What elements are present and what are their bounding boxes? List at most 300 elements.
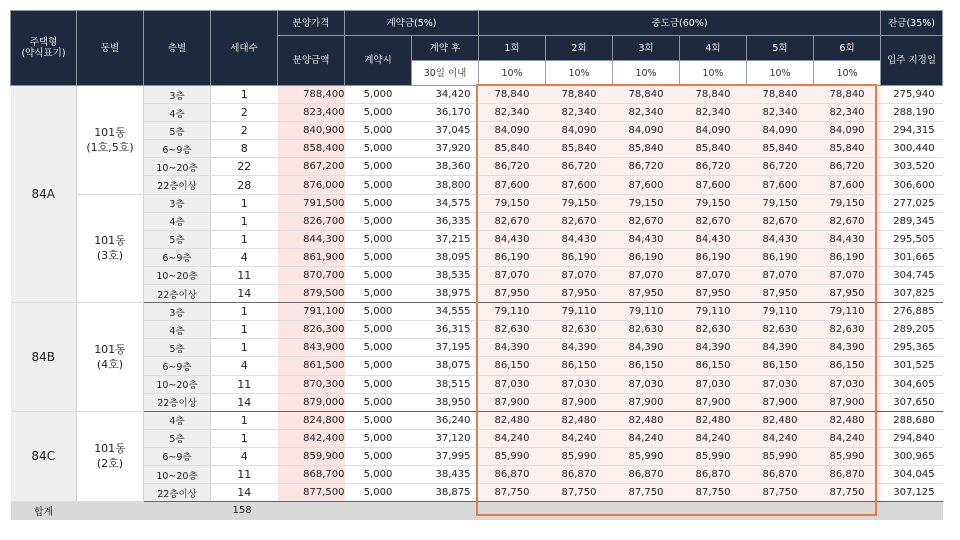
middle-payment-cell: 85,990 xyxy=(479,447,546,465)
deposit-at-contract-cell: 5,000 xyxy=(345,393,412,411)
deposit-after-30days-cell: 34,420 xyxy=(412,86,479,104)
header-round-pct: 10% xyxy=(680,61,747,86)
middle-payment-cell: 87,030 xyxy=(747,375,814,393)
middle-payment-cell: 84,240 xyxy=(680,429,747,447)
middle-payment-cell: 82,340 xyxy=(814,104,881,122)
total-empty-cell xyxy=(479,502,546,520)
sale-price-cell: 826,700 xyxy=(278,212,345,230)
middle-payment-cell: 86,190 xyxy=(747,248,814,266)
balance-cell: 288,680 xyxy=(881,411,943,429)
deposit-after-30days-cell: 38,950 xyxy=(412,393,479,411)
middle-payment-cell: 82,630 xyxy=(814,321,881,339)
middle-payment-cell: 85,990 xyxy=(747,447,814,465)
middle-payment-cell: 82,670 xyxy=(747,212,814,230)
price-table xyxy=(10,10,943,520)
header-type: 주택형 (약식표기) xyxy=(11,11,77,86)
floor-cell: 22층이상 xyxy=(144,285,211,303)
middle-payment-cell: 85,840 xyxy=(546,140,613,158)
deposit-at-contract-cell: 5,000 xyxy=(345,285,412,303)
table-row xyxy=(11,104,943,122)
deposit-after-30days-cell: 37,920 xyxy=(412,140,479,158)
building-cell: 101동 (1호,5호) xyxy=(77,86,144,195)
total-empty-cell xyxy=(814,502,881,520)
unit-count-cell: 11 xyxy=(211,375,278,393)
table-row xyxy=(11,411,943,429)
unit-count-cell: 4 xyxy=(211,357,278,375)
middle-payment-cell: 79,110 xyxy=(747,303,814,321)
deposit-at-contract-cell: 5,000 xyxy=(345,176,412,194)
middle-payment-cell: 82,670 xyxy=(613,212,680,230)
unit-count-cell: 11 xyxy=(211,266,278,284)
header-round-label: 4회 xyxy=(680,36,747,61)
deposit-at-contract-cell: 5,000 xyxy=(345,122,412,140)
middle-payment-cell: 86,150 xyxy=(479,357,546,375)
table-header xyxy=(11,11,943,86)
sale-price-cell: 824,800 xyxy=(278,411,345,429)
middle-payment-cell: 86,720 xyxy=(546,158,613,176)
table-row xyxy=(11,248,943,266)
deposit-after-30days-cell: 38,435 xyxy=(412,465,479,483)
header-deposit-after-sub: 30일 이내 xyxy=(412,61,479,86)
unit-count-cell: 8 xyxy=(211,140,278,158)
table-row xyxy=(11,447,943,465)
deposit-after-30days-cell: 38,095 xyxy=(412,248,479,266)
middle-payment-cell: 86,720 xyxy=(747,158,814,176)
middle-payment-cell: 86,190 xyxy=(546,248,613,266)
floor-cell: 10~20층 xyxy=(144,266,211,284)
total-empty-cell xyxy=(680,502,747,520)
table-row xyxy=(11,176,943,194)
header-round-pct: 10% xyxy=(479,61,546,86)
middle-payment-cell: 87,900 xyxy=(680,393,747,411)
deposit-after-30days-cell: 37,195 xyxy=(412,339,479,357)
header-deposit-after: 계약 후 xyxy=(412,36,479,61)
middle-payment-cell: 86,870 xyxy=(479,465,546,483)
deposit-after-30days-cell: 38,800 xyxy=(412,176,479,194)
building-cell: 101동 (4호) xyxy=(77,303,144,412)
sale-price-cell: 791,500 xyxy=(278,194,345,212)
floor-cell: 10~20층 xyxy=(144,158,211,176)
balance-cell: 289,205 xyxy=(881,321,943,339)
unit-count-cell: 2 xyxy=(211,122,278,140)
middle-payment-cell: 86,720 xyxy=(814,158,881,176)
middle-payment-cell: 85,990 xyxy=(814,447,881,465)
floor-cell: 3층 xyxy=(144,303,211,321)
middle-payment-cell: 87,750 xyxy=(479,484,546,502)
sale-price-cell: 879,500 xyxy=(278,285,345,303)
middle-payment-cell: 78,840 xyxy=(747,86,814,104)
table-row xyxy=(11,194,943,212)
header-round-label: 1회 xyxy=(479,36,546,61)
deposit-at-contract-cell: 5,000 xyxy=(345,429,412,447)
middle-payment-cell: 82,630 xyxy=(479,321,546,339)
middle-payment-cell: 82,340 xyxy=(747,104,814,122)
middle-payment-cell: 78,840 xyxy=(479,86,546,104)
header-units: 세대수 xyxy=(211,11,278,86)
middle-payment-cell: 82,630 xyxy=(747,321,814,339)
middle-payment-cell: 82,480 xyxy=(479,411,546,429)
balance-cell: 295,365 xyxy=(881,339,943,357)
middle-payment-cell: 79,150 xyxy=(814,194,881,212)
sale-price-cell: 840,900 xyxy=(278,122,345,140)
middle-payment-cell: 84,390 xyxy=(546,339,613,357)
unit-type-cell: 84C xyxy=(11,411,77,501)
floor-cell: 22층이상 xyxy=(144,393,211,411)
middle-payment-cell: 87,750 xyxy=(747,484,814,502)
middle-payment-cell: 87,750 xyxy=(814,484,881,502)
middle-payment-cell: 87,600 xyxy=(814,176,881,194)
middle-payment-cell: 79,110 xyxy=(613,303,680,321)
sale-price-cell: 858,400 xyxy=(278,140,345,158)
deposit-at-contract-cell: 5,000 xyxy=(345,86,412,104)
middle-payment-cell: 87,030 xyxy=(546,375,613,393)
floor-cell: 10~20층 xyxy=(144,375,211,393)
middle-payment-cell: 79,150 xyxy=(747,194,814,212)
floor-cell: 5층 xyxy=(144,230,211,248)
sale-price-cell: 788,400 xyxy=(278,86,345,104)
middle-payment-cell: 86,150 xyxy=(546,357,613,375)
balance-cell: 295,505 xyxy=(881,230,943,248)
unit-count-cell: 1 xyxy=(211,411,278,429)
balance-cell: 288,190 xyxy=(881,104,943,122)
header-price-sub: 분양금액 xyxy=(278,36,345,86)
table-row xyxy=(11,285,943,303)
deposit-after-30days-cell: 37,215 xyxy=(412,230,479,248)
middle-payment-cell: 78,840 xyxy=(546,86,613,104)
header-dong: 동별 xyxy=(77,11,144,86)
floor-cell: 4층 xyxy=(144,411,211,429)
table-row xyxy=(11,321,943,339)
header-round-pct: 10% xyxy=(613,61,680,86)
sale-price-cell: 844,300 xyxy=(278,230,345,248)
deposit-after-30days-cell: 38,075 xyxy=(412,357,479,375)
table-row xyxy=(11,122,943,140)
sale-price-cell: 877,500 xyxy=(278,484,345,502)
header-round-label: 6회 xyxy=(814,36,881,61)
balance-cell: 276,885 xyxy=(881,303,943,321)
middle-payment-cell: 82,670 xyxy=(680,212,747,230)
total-empty-cell xyxy=(881,502,943,520)
sale-price-cell: 870,300 xyxy=(278,375,345,393)
middle-payment-cell: 82,340 xyxy=(546,104,613,122)
deposit-at-contract-cell: 5,000 xyxy=(345,194,412,212)
middle-payment-cell: 85,990 xyxy=(613,447,680,465)
sale-price-cell: 791,100 xyxy=(278,303,345,321)
unit-count-cell: 1 xyxy=(211,194,278,212)
middle-payment-cell: 84,430 xyxy=(814,230,881,248)
header-balance-group: 잔금(35%) xyxy=(881,11,943,36)
balance-cell: 303,520 xyxy=(881,158,943,176)
table-row xyxy=(11,266,943,284)
deposit-at-contract-cell: 5,000 xyxy=(345,375,412,393)
header-middle-group: 중도금(60%) xyxy=(479,11,881,36)
sale-price-cell: 876,000 xyxy=(278,176,345,194)
unit-count-cell: 1 xyxy=(211,429,278,447)
floor-cell: 5층 xyxy=(144,122,211,140)
unit-type-cell: 84A xyxy=(11,86,77,303)
total-empty-cell xyxy=(345,502,412,520)
middle-payment-cell: 82,670 xyxy=(814,212,881,230)
unit-count-cell: 1 xyxy=(211,86,278,104)
middle-payment-cell: 84,090 xyxy=(680,122,747,140)
header-price-group: 분양가격 xyxy=(278,11,345,36)
unit-count-cell: 1 xyxy=(211,321,278,339)
balance-cell: 306,600 xyxy=(881,176,943,194)
deposit-after-30days-cell: 34,555 xyxy=(412,303,479,321)
sale-price-cell: 868,700 xyxy=(278,465,345,483)
middle-payment-cell: 87,600 xyxy=(680,176,747,194)
unit-count-cell: 1 xyxy=(211,339,278,357)
unit-count-cell: 28 xyxy=(211,176,278,194)
table-row xyxy=(11,158,943,176)
middle-payment-cell: 78,840 xyxy=(814,86,881,104)
balance-cell: 289,345 xyxy=(881,212,943,230)
middle-payment-cell: 87,030 xyxy=(479,375,546,393)
table-row xyxy=(11,429,943,447)
middle-payment-cell: 84,090 xyxy=(747,122,814,140)
middle-payment-cell: 87,070 xyxy=(613,266,680,284)
balance-cell: 301,525 xyxy=(881,357,943,375)
balance-cell: 301,665 xyxy=(881,248,943,266)
table-row xyxy=(11,86,943,104)
table-row xyxy=(11,465,943,483)
header-deposit-at: 계약시 xyxy=(345,36,412,86)
middle-payment-cell: 87,950 xyxy=(479,285,546,303)
deposit-after-30days-cell: 36,240 xyxy=(412,411,479,429)
deposit-at-contract-cell: 5,000 xyxy=(345,465,412,483)
total-empty-cell xyxy=(278,502,345,520)
sale-price-cell: 870,700 xyxy=(278,266,345,284)
total-empty-cell xyxy=(546,502,613,520)
middle-payment-cell: 82,480 xyxy=(546,411,613,429)
deposit-at-contract-cell: 5,000 xyxy=(345,411,412,429)
middle-payment-cell: 82,630 xyxy=(680,321,747,339)
middle-payment-cell: 86,720 xyxy=(479,158,546,176)
deposit-at-contract-cell: 5,000 xyxy=(345,357,412,375)
unit-count-cell: 1 xyxy=(211,303,278,321)
table-row xyxy=(11,375,943,393)
header-round-label: 5회 xyxy=(747,36,814,61)
middle-payment-cell: 82,480 xyxy=(814,411,881,429)
unit-count-cell: 1 xyxy=(211,230,278,248)
middle-payment-cell: 87,900 xyxy=(479,393,546,411)
sale-price-cell: 867,200 xyxy=(278,158,345,176)
middle-payment-cell: 87,070 xyxy=(747,266,814,284)
middle-payment-cell: 85,840 xyxy=(680,140,747,158)
middle-payment-cell: 86,720 xyxy=(680,158,747,176)
balance-cell: 300,440 xyxy=(881,140,943,158)
sale-price-cell: 859,900 xyxy=(278,447,345,465)
header-deposit-group: 계약금(5%) xyxy=(345,11,479,36)
deposit-after-30days-cell: 38,360 xyxy=(412,158,479,176)
total-empty-cell xyxy=(613,502,680,520)
middle-payment-cell: 87,030 xyxy=(613,375,680,393)
deposit-at-contract-cell: 5,000 xyxy=(345,266,412,284)
header-round-label: 3회 xyxy=(613,36,680,61)
unit-count-cell: 22 xyxy=(211,158,278,176)
deposit-at-contract-cell: 5,000 xyxy=(345,248,412,266)
middle-payment-cell: 84,240 xyxy=(613,429,680,447)
floor-cell: 4층 xyxy=(144,212,211,230)
middle-payment-cell: 87,750 xyxy=(613,484,680,502)
middle-payment-cell: 79,150 xyxy=(613,194,680,212)
sale-price-cell: 879,000 xyxy=(278,393,345,411)
floor-cell: 5층 xyxy=(144,339,211,357)
price-schedule xyxy=(10,10,943,520)
middle-payment-cell: 84,430 xyxy=(680,230,747,248)
middle-payment-cell: 86,870 xyxy=(613,465,680,483)
middle-payment-cell: 87,950 xyxy=(546,285,613,303)
middle-payment-cell: 86,190 xyxy=(814,248,881,266)
middle-payment-cell: 82,670 xyxy=(479,212,546,230)
middle-payment-cell: 87,950 xyxy=(747,285,814,303)
middle-payment-cell: 85,840 xyxy=(747,140,814,158)
middle-payment-cell: 86,870 xyxy=(814,465,881,483)
table-row xyxy=(11,393,943,411)
middle-payment-cell: 82,630 xyxy=(613,321,680,339)
middle-payment-cell: 85,840 xyxy=(613,140,680,158)
floor-cell: 6~9층 xyxy=(144,140,211,158)
header-round-pct: 10% xyxy=(747,61,814,86)
floor-cell: 3층 xyxy=(144,194,211,212)
middle-payment-cell: 86,150 xyxy=(747,357,814,375)
sale-price-cell: 826,300 xyxy=(278,321,345,339)
deposit-at-contract-cell: 5,000 xyxy=(345,158,412,176)
floor-cell: 6~9층 xyxy=(144,357,211,375)
middle-payment-cell: 85,840 xyxy=(479,140,546,158)
table-row xyxy=(11,303,943,321)
middle-payment-cell: 87,900 xyxy=(747,393,814,411)
total-row xyxy=(11,502,943,520)
table-row xyxy=(11,339,943,357)
middle-payment-cell: 82,480 xyxy=(613,411,680,429)
balance-cell: 304,605 xyxy=(881,375,943,393)
middle-payment-cell: 87,900 xyxy=(546,393,613,411)
floor-cell: 4층 xyxy=(144,104,211,122)
middle-payment-cell: 84,390 xyxy=(479,339,546,357)
deposit-at-contract-cell: 5,000 xyxy=(345,484,412,502)
middle-payment-cell: 84,430 xyxy=(613,230,680,248)
header-balance-sub: 입주 지정일 xyxy=(881,36,943,86)
balance-cell: 277,025 xyxy=(881,194,943,212)
middle-payment-cell: 87,750 xyxy=(680,484,747,502)
middle-payment-cell: 86,720 xyxy=(613,158,680,176)
deposit-at-contract-cell: 5,000 xyxy=(345,321,412,339)
middle-payment-cell: 87,900 xyxy=(814,393,881,411)
deposit-after-30days-cell: 38,535 xyxy=(412,266,479,284)
middle-payment-cell: 87,950 xyxy=(613,285,680,303)
deposit-after-30days-cell: 34,575 xyxy=(412,194,479,212)
middle-payment-cell: 86,150 xyxy=(814,357,881,375)
middle-payment-cell: 78,840 xyxy=(680,86,747,104)
floor-cell: 22층이상 xyxy=(144,484,211,502)
sale-price-cell: 861,500 xyxy=(278,357,345,375)
middle-payment-cell: 84,390 xyxy=(747,339,814,357)
sale-price-cell: 861,900 xyxy=(278,248,345,266)
middle-payment-cell: 79,150 xyxy=(680,194,747,212)
middle-payment-cell: 82,480 xyxy=(680,411,747,429)
balance-cell: 275,940 xyxy=(881,86,943,104)
header-round-pct: 10% xyxy=(546,61,613,86)
header-round-pct: 10% xyxy=(814,61,881,86)
deposit-after-30days-cell: 37,120 xyxy=(412,429,479,447)
floor-cell: 3층 xyxy=(144,86,211,104)
middle-payment-cell: 84,390 xyxy=(814,339,881,357)
middle-payment-cell: 87,600 xyxy=(479,176,546,194)
middle-payment-cell: 79,150 xyxy=(479,194,546,212)
middle-payment-cell: 87,070 xyxy=(546,266,613,284)
table-row xyxy=(11,230,943,248)
middle-payment-cell: 84,090 xyxy=(814,122,881,140)
middle-payment-cell: 84,240 xyxy=(747,429,814,447)
balance-cell: 307,125 xyxy=(881,484,943,502)
middle-payment-cell: 84,090 xyxy=(479,122,546,140)
middle-payment-cell: 79,110 xyxy=(814,303,881,321)
unit-count-cell: 4 xyxy=(211,447,278,465)
middle-payment-cell: 86,150 xyxy=(613,357,680,375)
middle-payment-cell: 87,950 xyxy=(680,285,747,303)
middle-payment-cell: 86,870 xyxy=(546,465,613,483)
sale-price-cell: 823,400 xyxy=(278,104,345,122)
middle-payment-cell: 84,090 xyxy=(546,122,613,140)
middle-payment-cell: 87,070 xyxy=(680,266,747,284)
middle-payment-cell: 82,480 xyxy=(747,411,814,429)
deposit-after-30days-cell: 37,045 xyxy=(412,122,479,140)
middle-payment-cell: 87,070 xyxy=(479,266,546,284)
floor-cell: 10~20층 xyxy=(144,465,211,483)
deposit-at-contract-cell: 5,000 xyxy=(345,104,412,122)
middle-payment-cell: 84,390 xyxy=(613,339,680,357)
floor-cell: 5층 xyxy=(144,429,211,447)
middle-payment-cell: 87,600 xyxy=(613,176,680,194)
middle-payment-cell: 87,600 xyxy=(747,176,814,194)
deposit-after-30days-cell: 36,170 xyxy=(412,104,479,122)
table-body xyxy=(11,86,943,520)
balance-cell: 304,045 xyxy=(881,465,943,483)
middle-payment-cell: 86,870 xyxy=(747,465,814,483)
table-row xyxy=(11,357,943,375)
balance-cell: 294,840 xyxy=(881,429,943,447)
middle-payment-cell: 85,840 xyxy=(814,140,881,158)
unit-count-cell: 14 xyxy=(211,484,278,502)
middle-payment-cell: 86,870 xyxy=(680,465,747,483)
unit-count-cell: 4 xyxy=(211,248,278,266)
middle-payment-cell: 86,190 xyxy=(613,248,680,266)
deposit-at-contract-cell: 5,000 xyxy=(345,303,412,321)
middle-payment-cell: 86,150 xyxy=(680,357,747,375)
sale-price-cell: 842,400 xyxy=(278,429,345,447)
deposit-after-30days-cell: 36,315 xyxy=(412,321,479,339)
middle-payment-cell: 82,670 xyxy=(546,212,613,230)
header-floor: 층별 xyxy=(144,11,211,86)
table-row xyxy=(11,484,943,502)
middle-payment-cell: 85,990 xyxy=(680,447,747,465)
deposit-at-contract-cell: 5,000 xyxy=(345,230,412,248)
middle-payment-cell: 84,390 xyxy=(680,339,747,357)
middle-payment-cell: 79,110 xyxy=(546,303,613,321)
middle-payment-cell: 79,110 xyxy=(680,303,747,321)
balance-cell: 307,825 xyxy=(881,285,943,303)
deposit-after-30days-cell: 37,995 xyxy=(412,447,479,465)
balance-cell: 307,650 xyxy=(881,393,943,411)
total-empty-cell xyxy=(77,502,144,520)
unit-type-cell: 84B xyxy=(11,303,77,412)
middle-payment-cell: 84,240 xyxy=(479,429,546,447)
deposit-after-30days-cell: 38,515 xyxy=(412,375,479,393)
unit-count-cell: 14 xyxy=(211,285,278,303)
deposit-after-30days-cell: 38,875 xyxy=(412,484,479,502)
building-cell: 101동 (2호) xyxy=(77,411,144,501)
